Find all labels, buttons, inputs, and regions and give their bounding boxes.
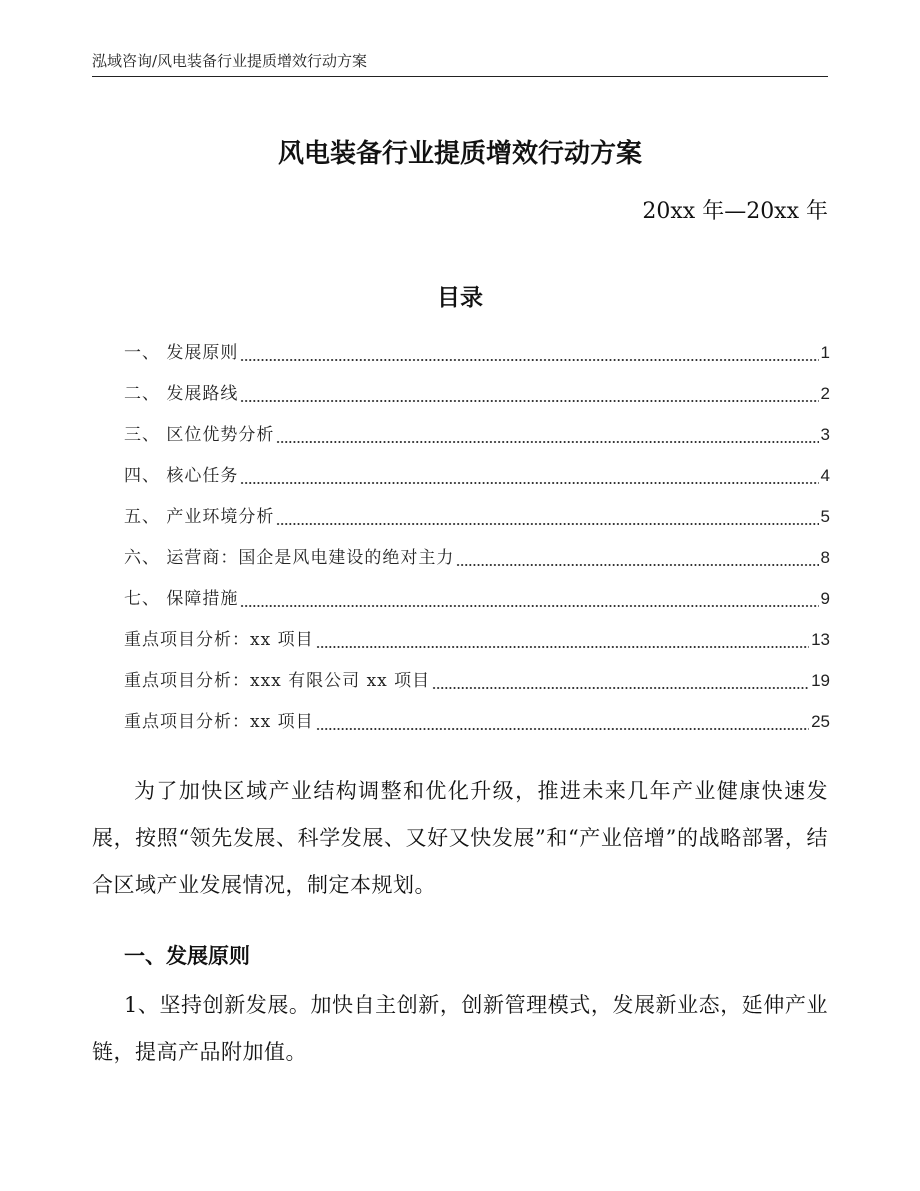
toc-entry-label: 三、 区位优势分析 [124,425,275,445]
toc-dot-leader [276,441,818,443]
toc-dot-leader [240,400,818,402]
toc-dot-leader [456,564,818,566]
toc-entry[interactable] [124,496,830,537]
toc-entry-label: 五、 产业环境分析 [124,507,275,527]
principle-paragraph: 1、坚持创新发展。加快自主创新，创新管理模式，发展新业态，延伸产业链，提高产品附加值。 [92,993,828,1064]
toc-page-number: 4 [820,466,830,485]
toc-dot-leader [240,482,818,484]
table-of-contents [124,332,830,742]
date-range: 20xx 年—20xx 年 [642,199,828,224]
toc-entry-label: 二、 发展路线 [124,384,239,404]
toc-dot-leader [240,605,818,607]
toc-entry[interactable] [124,373,830,414]
toc-entry-label: 七、 保障措施 [124,589,239,609]
toc-page-number: 9 [820,589,830,608]
toc-dot-leader [276,523,818,525]
header-divider [92,76,828,77]
toc-dot-leader [432,687,809,689]
toc-dot-leader [316,646,809,648]
toc-entry[interactable] [124,332,830,373]
toc-page-number: 13 [811,630,830,649]
document-title: 风电装备行业提质增效行动方案 [277,139,642,169]
running-header: 泓域咨询/风电装备行业提质增效行动方案 [92,52,368,70]
toc-entry[interactable] [124,414,830,455]
toc-entry[interactable] [124,701,830,742]
toc-page-number: 8 [820,548,830,567]
toc-page-number: 19 [811,671,830,690]
toc-dot-leader [240,359,818,361]
toc-entry[interactable] [124,537,830,578]
toc-title: 目录 [437,285,483,311]
toc-entry-label: 六、 运营商：国企是风电建设的绝对主力 [124,548,455,568]
toc-page-number: 5 [820,507,830,526]
toc-page-number: 25 [811,712,830,731]
intro-paragraph: 为了加快区域产业结构调整和优化升级，推进未来几年产业健康快速发展，按照“领先发展、科学发展、又好又快发展”和“产业倍增”的战略部署，结合区域产业发展情况，制定本规划。 [92,779,828,897]
toc-entry[interactable] [124,455,830,496]
section-heading-principles: 一、发展原则 [124,944,250,968]
toc-dot-leader [316,728,809,730]
toc-entry[interactable] [124,619,830,660]
toc-entry-label: 重点项目分析：xx 项目 [124,712,314,732]
toc-page-number: 2 [820,384,830,403]
toc-page-number: 1 [820,343,830,362]
toc-page-number: 3 [820,425,830,444]
toc-entry-label: 重点项目分析：xx 项目 [124,630,314,650]
toc-entry-label: 四、 核心任务 [124,466,239,486]
toc-entry[interactable] [124,578,830,619]
toc-entry[interactable] [124,660,830,701]
toc-entry-label: 一、 发展原则 [124,343,239,363]
toc-entry-label: 重点项目分析：xxx 有限公司 xx 项目 [124,671,431,691]
